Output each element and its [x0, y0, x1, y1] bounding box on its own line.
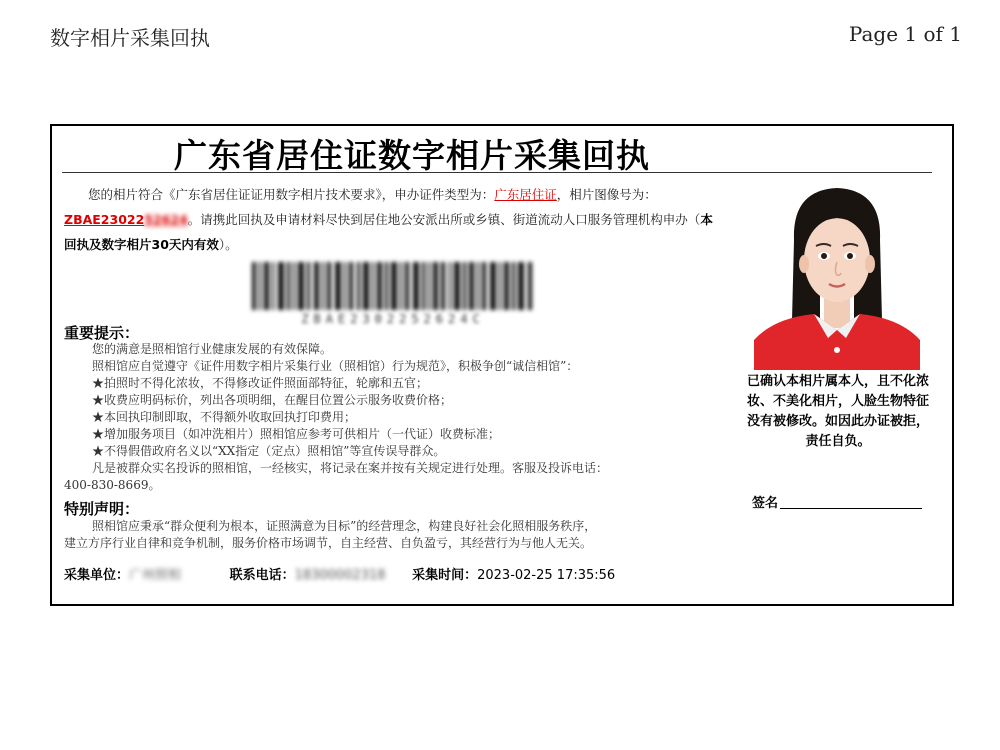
collection-unit-label: 采集单位：: [64, 568, 130, 583]
notice-line: 您的满意是照相馆行业健康发展的有效保障。: [92, 342, 333, 356]
notice-line: ★不得假借政府名义以“XX指定（定点）照相馆”等宣传误导群众。: [92, 444, 446, 458]
intro-text-1: 您的相片符合《广东省居住证证用数字相片技术要求》，申办证件类型为：: [88, 187, 495, 202]
confirmation-line: 责任自负。: [805, 434, 871, 449]
complaint-phone: 400-830-8669。: [64, 478, 161, 492]
special-statement-heading: 特别声明：: [64, 500, 140, 518]
signature-label: 签名: [752, 496, 779, 511]
intro-paragraph: [64, 182, 724, 257]
important-notice-list: [64, 341, 724, 494]
contact-phone-label: 联系电话：: [229, 568, 295, 583]
intro-text-2: ，相片图像号为：: [556, 187, 657, 202]
receipt-footer: [64, 564, 615, 583]
page-header-title: 数字相片采集回执: [50, 26, 210, 50]
intro-text-4: ）。: [218, 237, 238, 252]
confirmation-line: 已确认本相片属本人，且不化浓: [746, 374, 929, 389]
notice-line: ★增加服务项目（如冲洗相片）照相馆应参考可供相片（一代证）收费标准；: [92, 427, 501, 441]
confirmation-line: 妆、不美化相片，人脸生物特征: [746, 394, 929, 409]
special-statement-text: [64, 518, 724, 552]
collection-time-label: 采集时间：: [412, 568, 478, 583]
portrait-photo: [754, 180, 920, 370]
notice-line: ★收费应明码标价，列出各项明细，在醒目位置公示服务收费价格；: [92, 393, 453, 407]
collection-time-value: 2023-02-25 17:35:56: [477, 568, 616, 583]
intro-text-3: 。请携此回执及申请材料尽快到居住地公安派出所或乡镇、街道流动人口服务管理机构申办（: [187, 212, 701, 227]
signature-area: [752, 492, 922, 511]
barcode-number: ZBAE2302252624C: [301, 312, 485, 326]
receipt-title: 广东省居住证数字相片采集回执: [174, 136, 650, 175]
notice-line: ★本回执印制即取，不得额外收取回执打印费用；: [92, 410, 357, 424]
important-notice-heading: 重要提示：: [64, 324, 140, 342]
photo-code-redacted: 52624: [144, 212, 188, 227]
receipt-card: [50, 124, 954, 606]
notice-line: 照相馆应自觉遵守《证件用数字相片采集行业（照相馆）行为规范》，积极争创“诚信相馆”：: [92, 359, 579, 373]
contact-phone-value: 18300002318: [294, 568, 386, 583]
validity-note: 本回执及数字相片30天内有效: [64, 212, 713, 252]
photo-code: ZBAE23022: [64, 212, 145, 227]
statement-line: 建立方序行业自律和竞争机制，服务价格市场调节，自主经营、自负盈亏，其经营行为与他人无关。: [64, 536, 593, 550]
self-confirmation-statement: [728, 372, 948, 452]
notice-line: 凡是被群众实名投诉的照相馆，一经核实，将记录在案并按有关规定进行处理。客服及投诉电话：: [92, 461, 609, 475]
title-divider: [62, 172, 932, 173]
signature-line[interactable]: [780, 508, 922, 509]
barcode-image: [248, 262, 538, 310]
page-number: Page 1 of 1: [848, 22, 962, 46]
notice-line: ★拍照时不得化浓妆，不得修改证件照面部特征，轮廓和五官；: [92, 376, 429, 390]
document-type-link[interactable]: 广东居住证: [494, 187, 557, 202]
statement-line: 照相馆应秉承“群众便利为根本，证照满意为目标”的经营理念，构建良好社会化照相服务秩序，: [92, 519, 597, 533]
collection-unit-value: 广州照相: [129, 568, 182, 583]
confirmation-line: 没有被修改。如因此办证被拒，: [746, 414, 929, 429]
